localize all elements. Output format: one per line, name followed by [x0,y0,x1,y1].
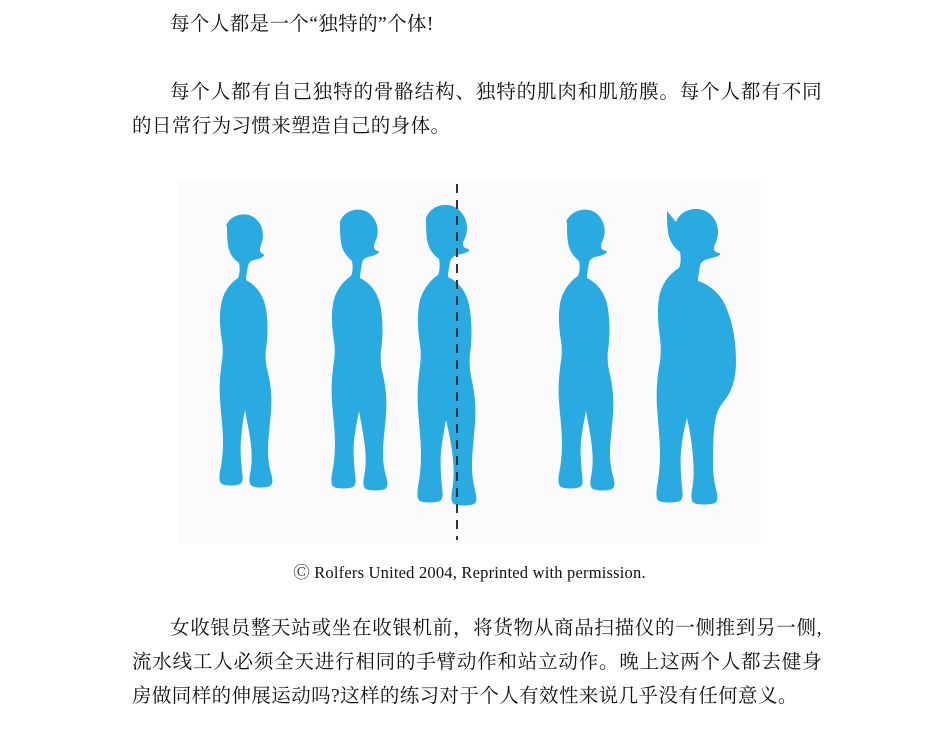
figure-silhouettes [178,180,761,544]
silhouette-illustration [178,180,761,544]
paragraph-intro: 每个人都是一个“独特的”个体! [170,14,434,35]
paragraph-body-1: 每个人都有自己独特的骨骼结构、独特的肌肉和肌筋膜。每个人都有不同的日常行为习惯来塑造自己的身体。 [132,82,822,137]
figure-caption: Ⓒ Rolfers United 2004, Reprinted with permission. [293,563,646,582]
paragraph-body-2: 女收银员整天站或坐在收银机前，将货物从商品扫描仪的一侧推到另一侧,流水线工人必须全天进行相同的手臂动作和站立动作。晚上这两个人都去健身房做同样的伸展运动吗?这样的练习对于个人有效性来说几乎没有任何意义。 [132,618,822,707]
